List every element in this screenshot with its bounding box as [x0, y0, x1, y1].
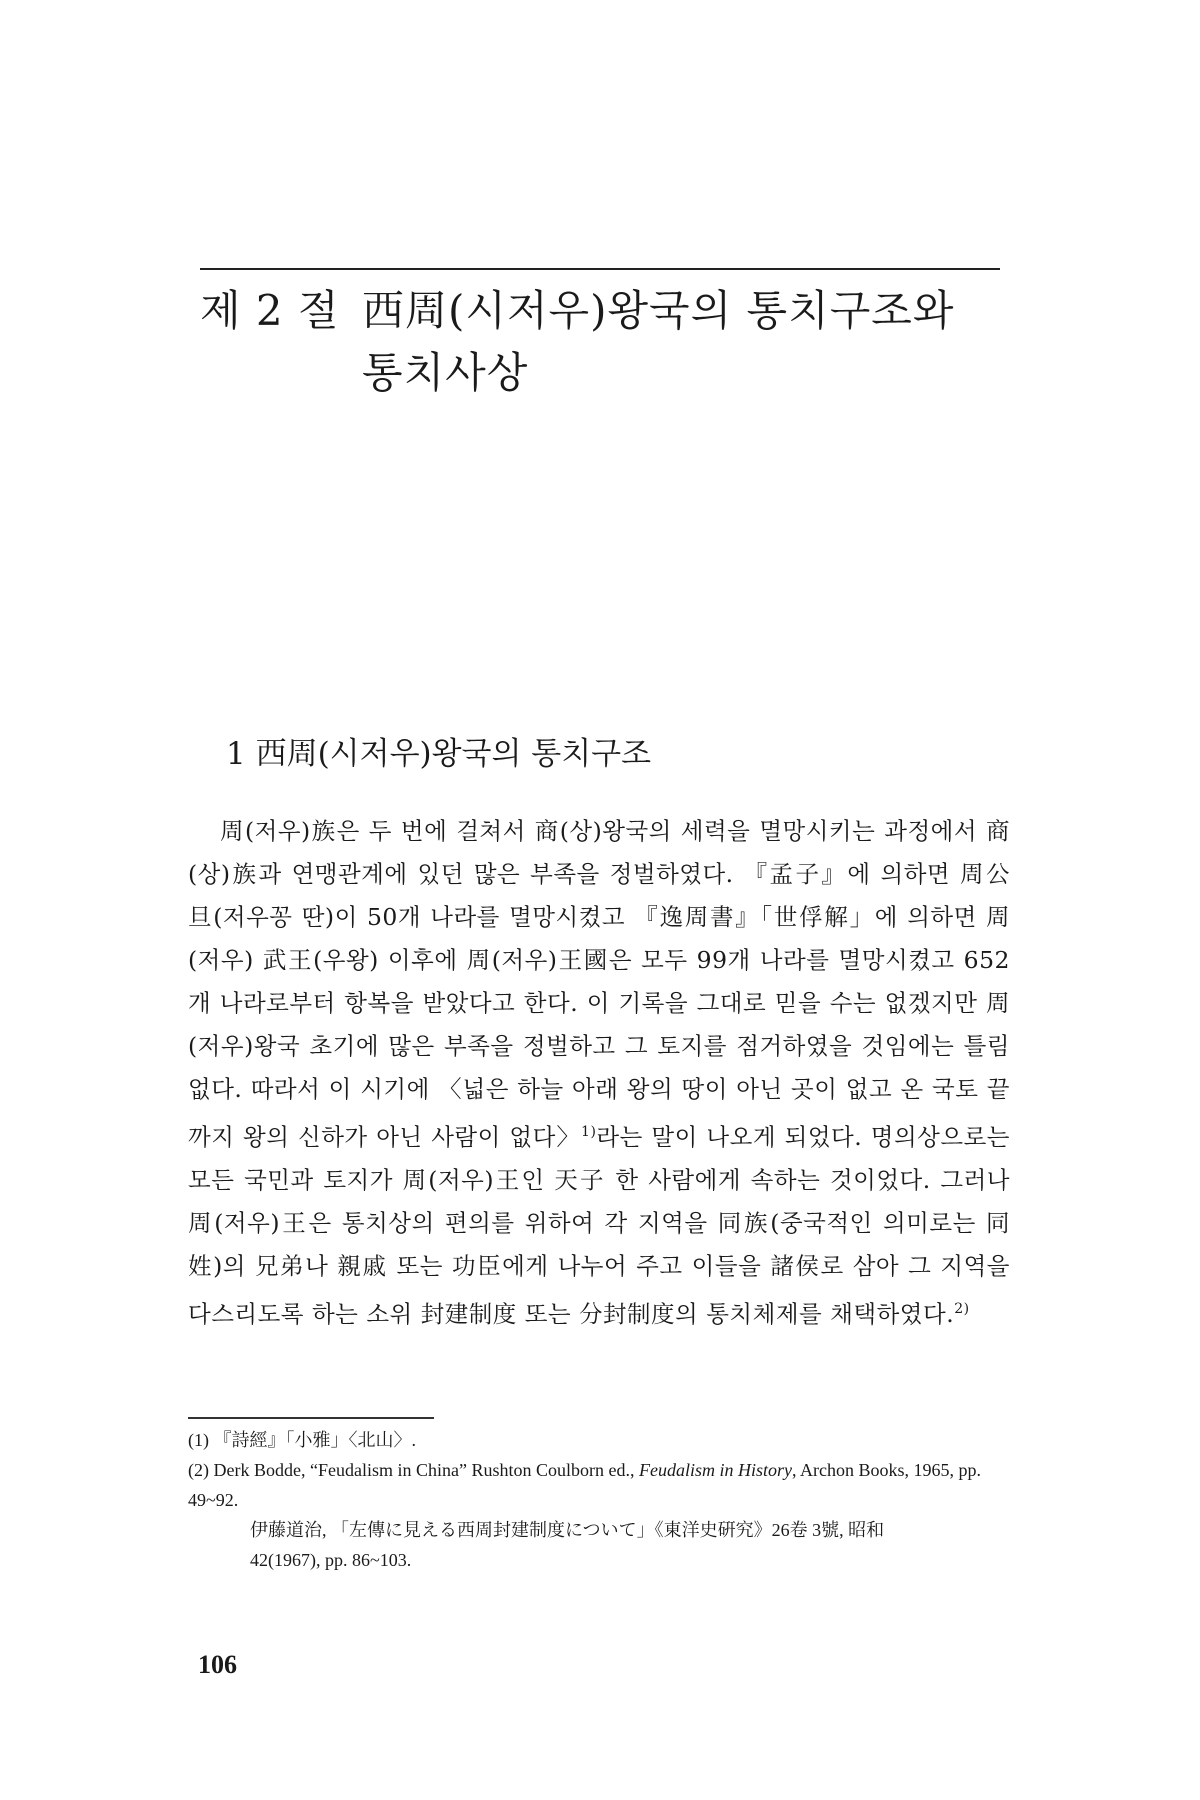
body-text	[188, 810, 1010, 1336]
footnote-1: (1) 『詩經』「小雅」〈北山〉.	[188, 1430, 416, 1450]
chapter-top-rule	[200, 268, 1000, 270]
footnote-2-text-a: (2) Derk Bodde, “Feudalism in China” Rushton Coulborn ed.,	[188, 1460, 639, 1480]
body-paragraph-part-2: 라는 말이 나오게 되었다. 명의상으로는 모든 국민과 토지가 周(저우)王인 天子 한 사람에게 속하는 것이었다. 그러나 周(저우)王은 통치상의 편의를 위하여 각 지역을 同族(중국적인 의미로는 同姓)의 兄弟나 親戚 또는 功臣에게 나누어 주고 이들을 諸侯로 삼아 그 지역을 다스리도록 하는 소위 封建制度 또는 分封制度의 통치체제를 채택하였다.	[188, 1122, 1010, 1328]
footnote-ref-1: 1)	[581, 1124, 597, 1140]
footnote-2-book-title: Feudalism in History	[638, 1460, 792, 1480]
section-heading: 1 西周(시저우)왕국의 통치구조	[226, 736, 652, 772]
footnote-rule	[188, 1417, 434, 1419]
body-paragraph-part-1: 周(저우)族은 두 번에 걸쳐서 商(상)왕국의 세력을 멸망시키는 과정에서 商(상)族과 연맹관계에 있던 많은 부족을 정벌하였다. 『孟子』에 의하면 周公 旦(저우꽁 딴)이 50개 나라를 멸망시켰고 『逸周書』「世俘解」에 의하면 周(저우) 武王(우왕) 이후에 周(저우)王國은 모두 99개 나라를 멸망시켰고 652개 나라로부터 항복을 받았다고 한다. 이 기록을 그대로 믿을 수는 없겠지만 周(저우)왕국 초기에 많은 부족을 정벌하고 그 토지를 점거하였을 것임에는 틀림없다. 따라서 이 시기에 〈넓은 하늘 아래 왕의 땅이 아닌 곳이 없고 온 국토 끝까지 왕의 신하가 아닌 사람이 없다〉	[188, 817, 1010, 1151]
footnote-2-text-b: , Archon Books, 1965, pp. 49~92.	[188, 1460, 981, 1510]
body-paragraph	[188, 810, 1010, 1336]
footnote-2	[188, 1455, 1012, 1515]
chapter-title: 西周(시저우)왕국의 통치구조와 통치사상	[362, 286, 955, 397]
footnotes	[188, 1425, 1012, 1575]
footnote-2-japanese-b: 42(1967), pp. 86~103.	[250, 1550, 412, 1570]
footnote-ref-2: 2)	[954, 1300, 970, 1317]
footnote-2-japanese-a: 伊藤道治, 「左傳に見える西周封建制度について」《東洋史硏究》26卷 3號, 昭和	[250, 1520, 885, 1540]
page-number: 106	[198, 1650, 237, 1679]
chapter-number: 제 2 절	[200, 286, 340, 335]
